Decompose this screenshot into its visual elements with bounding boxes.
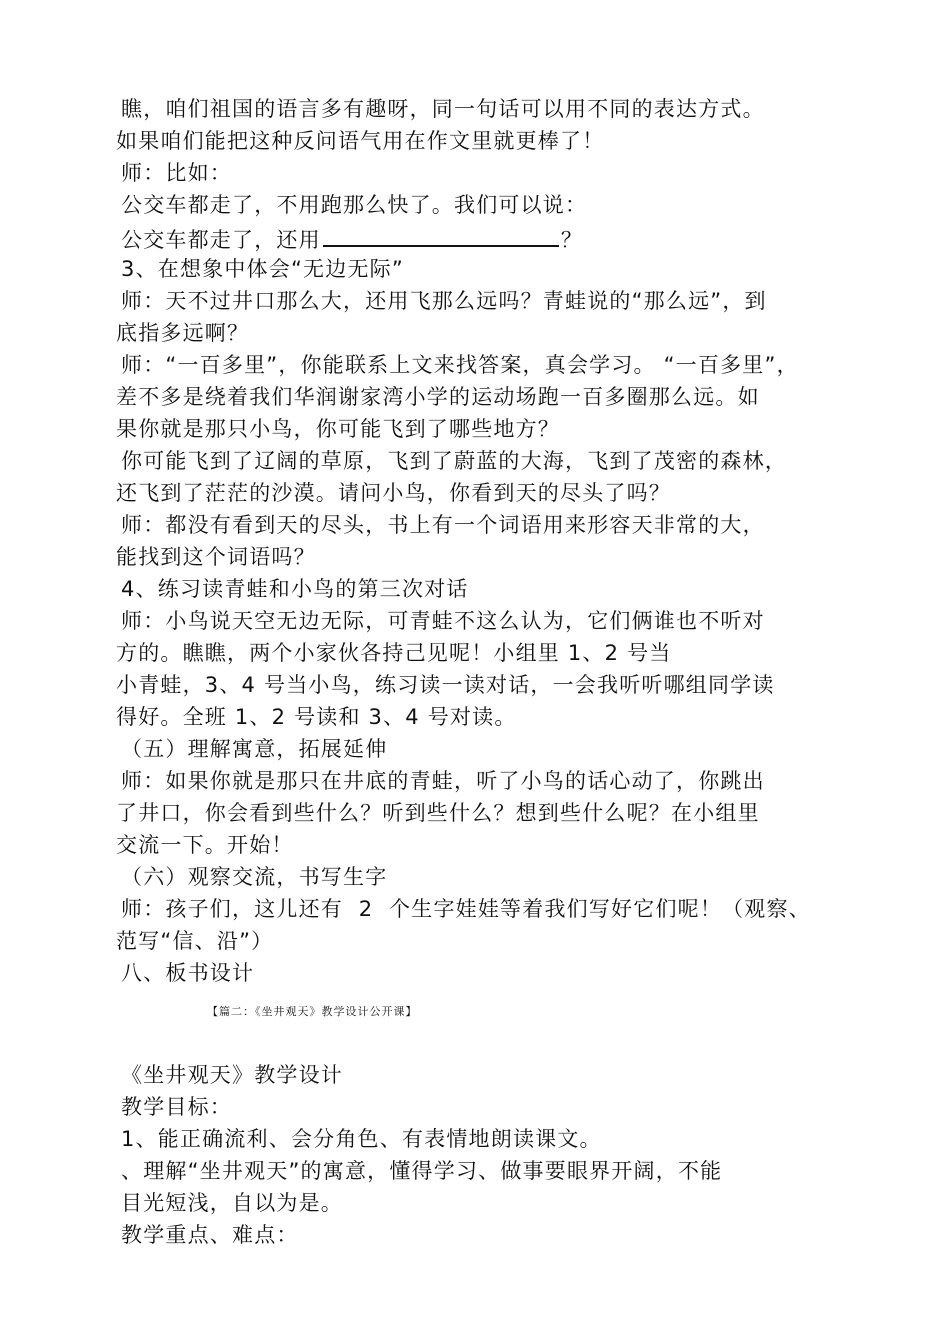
- section-heading: 教学重点、难点：: [121, 1223, 299, 1247]
- text-line: 底指多远啊？: [116, 321, 250, 345]
- text-line: 得好。全班 1、2 号读和 3、4 号对读。: [116, 705, 517, 729]
- text-line: 能找到这个词语吗？: [116, 545, 316, 569]
- text-line: 范写“信、沿”）: [116, 929, 274, 953]
- text-line: 师：孩子们，这儿还有 2 个生字娃娃等着我们写好它们呢！（观察、: [121, 897, 811, 921]
- section-heading: 八、板书设计: [121, 961, 255, 985]
- section-heading: （五）理解寓意，拓展延伸: [121, 737, 388, 761]
- text-line: 1、能正确流利、会分角色、有表情地朗读课文。: [121, 1127, 602, 1151]
- text-line: 瞧，咱们祖国的语言多有趣呀，同一句话可以用不同的表达方式。: [121, 97, 765, 121]
- text-line: 师：天不过井口那么大，还用飞那么远吗？青蛙说的“那么远”，到: [121, 289, 767, 313]
- part-heading: 【篇二：《坐井观天》教学设计公开课】: [207, 1005, 418, 1018]
- text-line: 如果咱们能把这种反问语气用在作文里就更棒了！: [116, 129, 605, 153]
- text-line: 目光短浅，自以为是。: [121, 1191, 343, 1215]
- section-heading: （六）观察交流，书写生字: [121, 865, 388, 889]
- text-segment: ？: [560, 228, 584, 252]
- text-line: 你可能飞到了辽阔的草原，飞到了蔚蓝的大海，飞到了茂密的森林，: [121, 449, 787, 473]
- text-line: 差不多是绕着我们华润谢家湾小学的运动场跑一百多圈那么远。如: [116, 385, 760, 409]
- text-line: 、理解“坐井观天”的寓意，懂得学习、做事要眼界开阔，不能: [121, 1159, 723, 1183]
- fill-in-blank-line: [121, 221, 583, 256]
- text-line: 小青蛙，3、4 号当小鸟，练习读一读对话，一会我听听哪组同学读: [116, 673, 775, 697]
- text-line: 师：如果你就是那只在井底的青蛙，听了小鸟的话心动了，你跳出: [121, 769, 765, 793]
- blank-underline: [323, 221, 559, 247]
- text-line: 交流一下。开始！: [116, 833, 294, 857]
- text-line: 师：比如：: [121, 161, 232, 185]
- text-line: 了井口，你会看到些什么？听到些什么？想到些什么呢？在小组里: [116, 801, 760, 825]
- section-heading: 4、练习读青蛙和小鸟的第三次对话: [121, 577, 469, 601]
- text-line: 果你就是那只小鸟，你可能飞到了哪些地方？: [116, 417, 560, 441]
- text-line: 师：小鸟说天空无边无际，可青蛙不这么认为，它们俩谁也不听对: [121, 609, 765, 633]
- section-heading: 教学目标：: [121, 1095, 232, 1119]
- document-title: 《坐井观天》教学设计: [121, 1063, 343, 1087]
- text-line: 师：都没有看到天的尽头，书上有一个词语用来形容天非常的大，: [121, 513, 765, 537]
- text-line: 还飞到了茫茫的沙漠。请问小鸟，你看到天的尽头了吗？: [116, 481, 671, 505]
- text-segment: 公交车都走了，还用: [121, 228, 321, 252]
- text-line: 方的。瞧瞧，两个小家伙各持己见呢！小组里 1、2 号当: [116, 641, 672, 665]
- section-heading: 3、在想象中体会“无边无际”: [121, 257, 404, 281]
- text-line: 公交车都走了，不用跑那么快了。我们可以说：: [121, 193, 588, 217]
- text-line: 师：“一百多里”，你能联系上文来找答案，真会学习。 “一百多里”，: [121, 353, 799, 377]
